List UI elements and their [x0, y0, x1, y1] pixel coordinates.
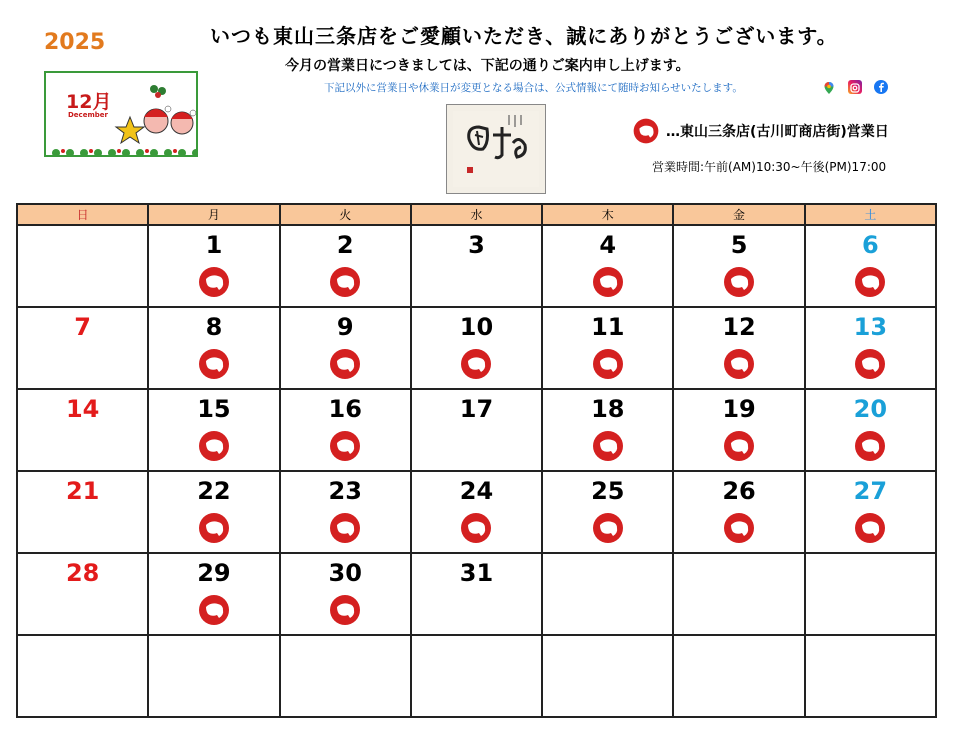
- calendar-day-cell: [17, 225, 148, 307]
- day-number: 30: [328, 559, 362, 587]
- calendar-day-cell: [673, 635, 804, 717]
- open-day-mark-icon: [197, 511, 231, 545]
- day-number: 8: [205, 313, 223, 341]
- day-number: 14: [65, 395, 100, 423]
- legend: [632, 117, 889, 145]
- day-number: 21: [65, 477, 100, 505]
- calendar-day-cell: [805, 635, 936, 717]
- calendar: [16, 203, 937, 718]
- day-number: 11: [591, 313, 625, 341]
- day-number: 29: [197, 559, 231, 587]
- day-number: 7: [74, 313, 91, 341]
- month-english: December: [68, 111, 108, 119]
- calendar-day-cell: [805, 471, 936, 553]
- calendar-day-cell: [17, 553, 148, 635]
- subheadline: 今月の営業日につきましては、下記の通りご案内申し上げます。: [285, 58, 690, 74]
- open-day-mark-icon: [853, 511, 887, 545]
- weekday-sat: 土: [805, 204, 936, 225]
- open-day-mark-icon: [328, 347, 362, 381]
- calendar-day-cell: [411, 389, 542, 471]
- day-number: 10: [459, 313, 494, 341]
- open-day-mark-icon: [591, 265, 625, 299]
- day-number: 5: [730, 231, 748, 259]
- open-day-mark-icon: [853, 265, 887, 299]
- calendar-day-cell: [673, 225, 804, 307]
- calendar-day-cell: [411, 635, 542, 717]
- open-day-mark-icon: [591, 511, 625, 545]
- calendar-day-cell: [148, 553, 279, 635]
- open-day-mark-icon: [591, 429, 625, 463]
- open-day-mark-icon: [853, 429, 887, 463]
- facebook-icon[interactable]: [874, 80, 888, 94]
- day-number: 12: [722, 313, 756, 341]
- business-hours: 営業時間:午前(AM)10:30~午後(PM)17:00: [652, 160, 887, 174]
- calendar-day-cell: [542, 553, 673, 635]
- open-day-mark-icon: [591, 347, 625, 381]
- day-number: 4: [599, 231, 617, 259]
- year-logo: 2025: [44, 30, 106, 55]
- calendar-day-cell: [148, 471, 279, 553]
- day-number: 18: [591, 395, 625, 423]
- weekday-wed: 水: [411, 204, 542, 225]
- open-day-mark-icon: [197, 347, 231, 381]
- calendar-day-cell: [280, 471, 411, 553]
- calendar-day-cell: [280, 307, 411, 389]
- social-links: [822, 80, 888, 94]
- day-number: 19: [722, 395, 756, 423]
- open-day-mark-icon: [328, 593, 362, 627]
- day-number: 27: [853, 477, 888, 505]
- calendar-day-cell: [542, 471, 673, 553]
- calendar-day-cell: [17, 471, 148, 553]
- calendar-day-cell: [673, 553, 804, 635]
- day-number: 9: [336, 313, 354, 341]
- weekday-fri: 金: [673, 204, 804, 225]
- day-number: 16: [328, 395, 362, 423]
- weekday-sun: 日: [17, 204, 148, 225]
- day-number: 3: [468, 231, 485, 259]
- calendar-body: [17, 225, 936, 717]
- notice-text: 下記以外に営業日や休業日が変更となる場合は、公式情報にて随時お知らせいたします。: [324, 82, 743, 94]
- calendar-day-cell: [542, 635, 673, 717]
- open-day-mark-icon: [328, 511, 362, 545]
- calendar-day-cell: [280, 635, 411, 717]
- legend-label: …東山三条店(古川町商店街)営業日: [666, 124, 889, 140]
- open-day-mark-icon: [197, 429, 231, 463]
- open-day-mark-icon: [722, 347, 756, 381]
- calendar-day-cell: [411, 553, 542, 635]
- calendar-day-cell: [17, 635, 148, 717]
- calendar-day-cell: [148, 307, 279, 389]
- day-number: 20: [853, 395, 888, 423]
- open-day-mark-icon: [197, 593, 231, 627]
- calendar-day-cell: [411, 225, 542, 307]
- open-day-mark-icon: [632, 117, 660, 145]
- day-number: 6: [861, 231, 879, 259]
- calendar-week: [17, 389, 936, 471]
- day-number: 2: [336, 231, 354, 259]
- weekday-header: [17, 204, 936, 225]
- month-card: [44, 71, 198, 157]
- month-number: 12月: [66, 91, 112, 113]
- day-number: 1: [205, 231, 223, 259]
- calendar-day-cell: [17, 389, 148, 471]
- calendar-day-cell: [805, 225, 936, 307]
- day-number: 25: [591, 477, 625, 505]
- calendar-day-cell: [17, 307, 148, 389]
- calendar-day-cell: [673, 471, 804, 553]
- weekday-thu: 木: [542, 204, 673, 225]
- day-number: 24: [459, 477, 494, 505]
- shop-logo: [446, 104, 546, 194]
- calendar-day-cell: [148, 389, 279, 471]
- calendar-day-cell: [411, 307, 542, 389]
- calendar-day-cell: [673, 389, 804, 471]
- calendar-day-cell: [280, 225, 411, 307]
- calendar-week: [17, 307, 936, 389]
- calendar-week: [17, 471, 936, 553]
- calendar-day-cell: [805, 307, 936, 389]
- calendar-day-cell: [673, 307, 804, 389]
- page-title: いつも東山三条店をご愛顧いただき、誠にありがとうございます。: [210, 24, 838, 48]
- open-day-mark-icon: [328, 265, 362, 299]
- open-day-mark-icon: [459, 347, 493, 381]
- open-day-mark-icon: [197, 265, 231, 299]
- open-day-mark-icon: [459, 511, 493, 545]
- calendar-week: [17, 553, 936, 635]
- calendar-week: [17, 225, 936, 307]
- day-number: 26: [722, 477, 756, 505]
- weekday-tue: 火: [280, 204, 411, 225]
- day-number: 28: [65, 559, 100, 587]
- calendar-day-cell: [280, 389, 411, 471]
- calendar-day-cell: [542, 307, 673, 389]
- open-day-mark-icon: [853, 347, 887, 381]
- day-number: 15: [197, 395, 231, 423]
- instagram-icon[interactable]: [848, 80, 862, 94]
- open-day-mark-icon: [722, 265, 756, 299]
- weekday-mon: 月: [148, 204, 279, 225]
- calendar-day-cell: [148, 225, 279, 307]
- calendar-day-cell: [280, 553, 411, 635]
- calendar-day-cell: [805, 553, 936, 635]
- day-number: 31: [459, 559, 494, 587]
- calendar-day-cell: [542, 225, 673, 307]
- calendar-day-cell: [542, 389, 673, 471]
- calendar-week: [17, 635, 936, 717]
- day-number: 13: [853, 313, 888, 341]
- calendar-day-cell: [148, 635, 279, 717]
- day-number: 17: [459, 395, 494, 423]
- map-pin-icon[interactable]: [822, 80, 836, 94]
- open-day-mark-icon: [722, 429, 756, 463]
- open-day-mark-icon: [328, 429, 362, 463]
- day-number: 23: [328, 477, 362, 505]
- calendar-day-cell: [411, 471, 542, 553]
- open-day-mark-icon: [722, 511, 756, 545]
- calendar-day-cell: [805, 389, 936, 471]
- day-number: 22: [197, 477, 231, 505]
